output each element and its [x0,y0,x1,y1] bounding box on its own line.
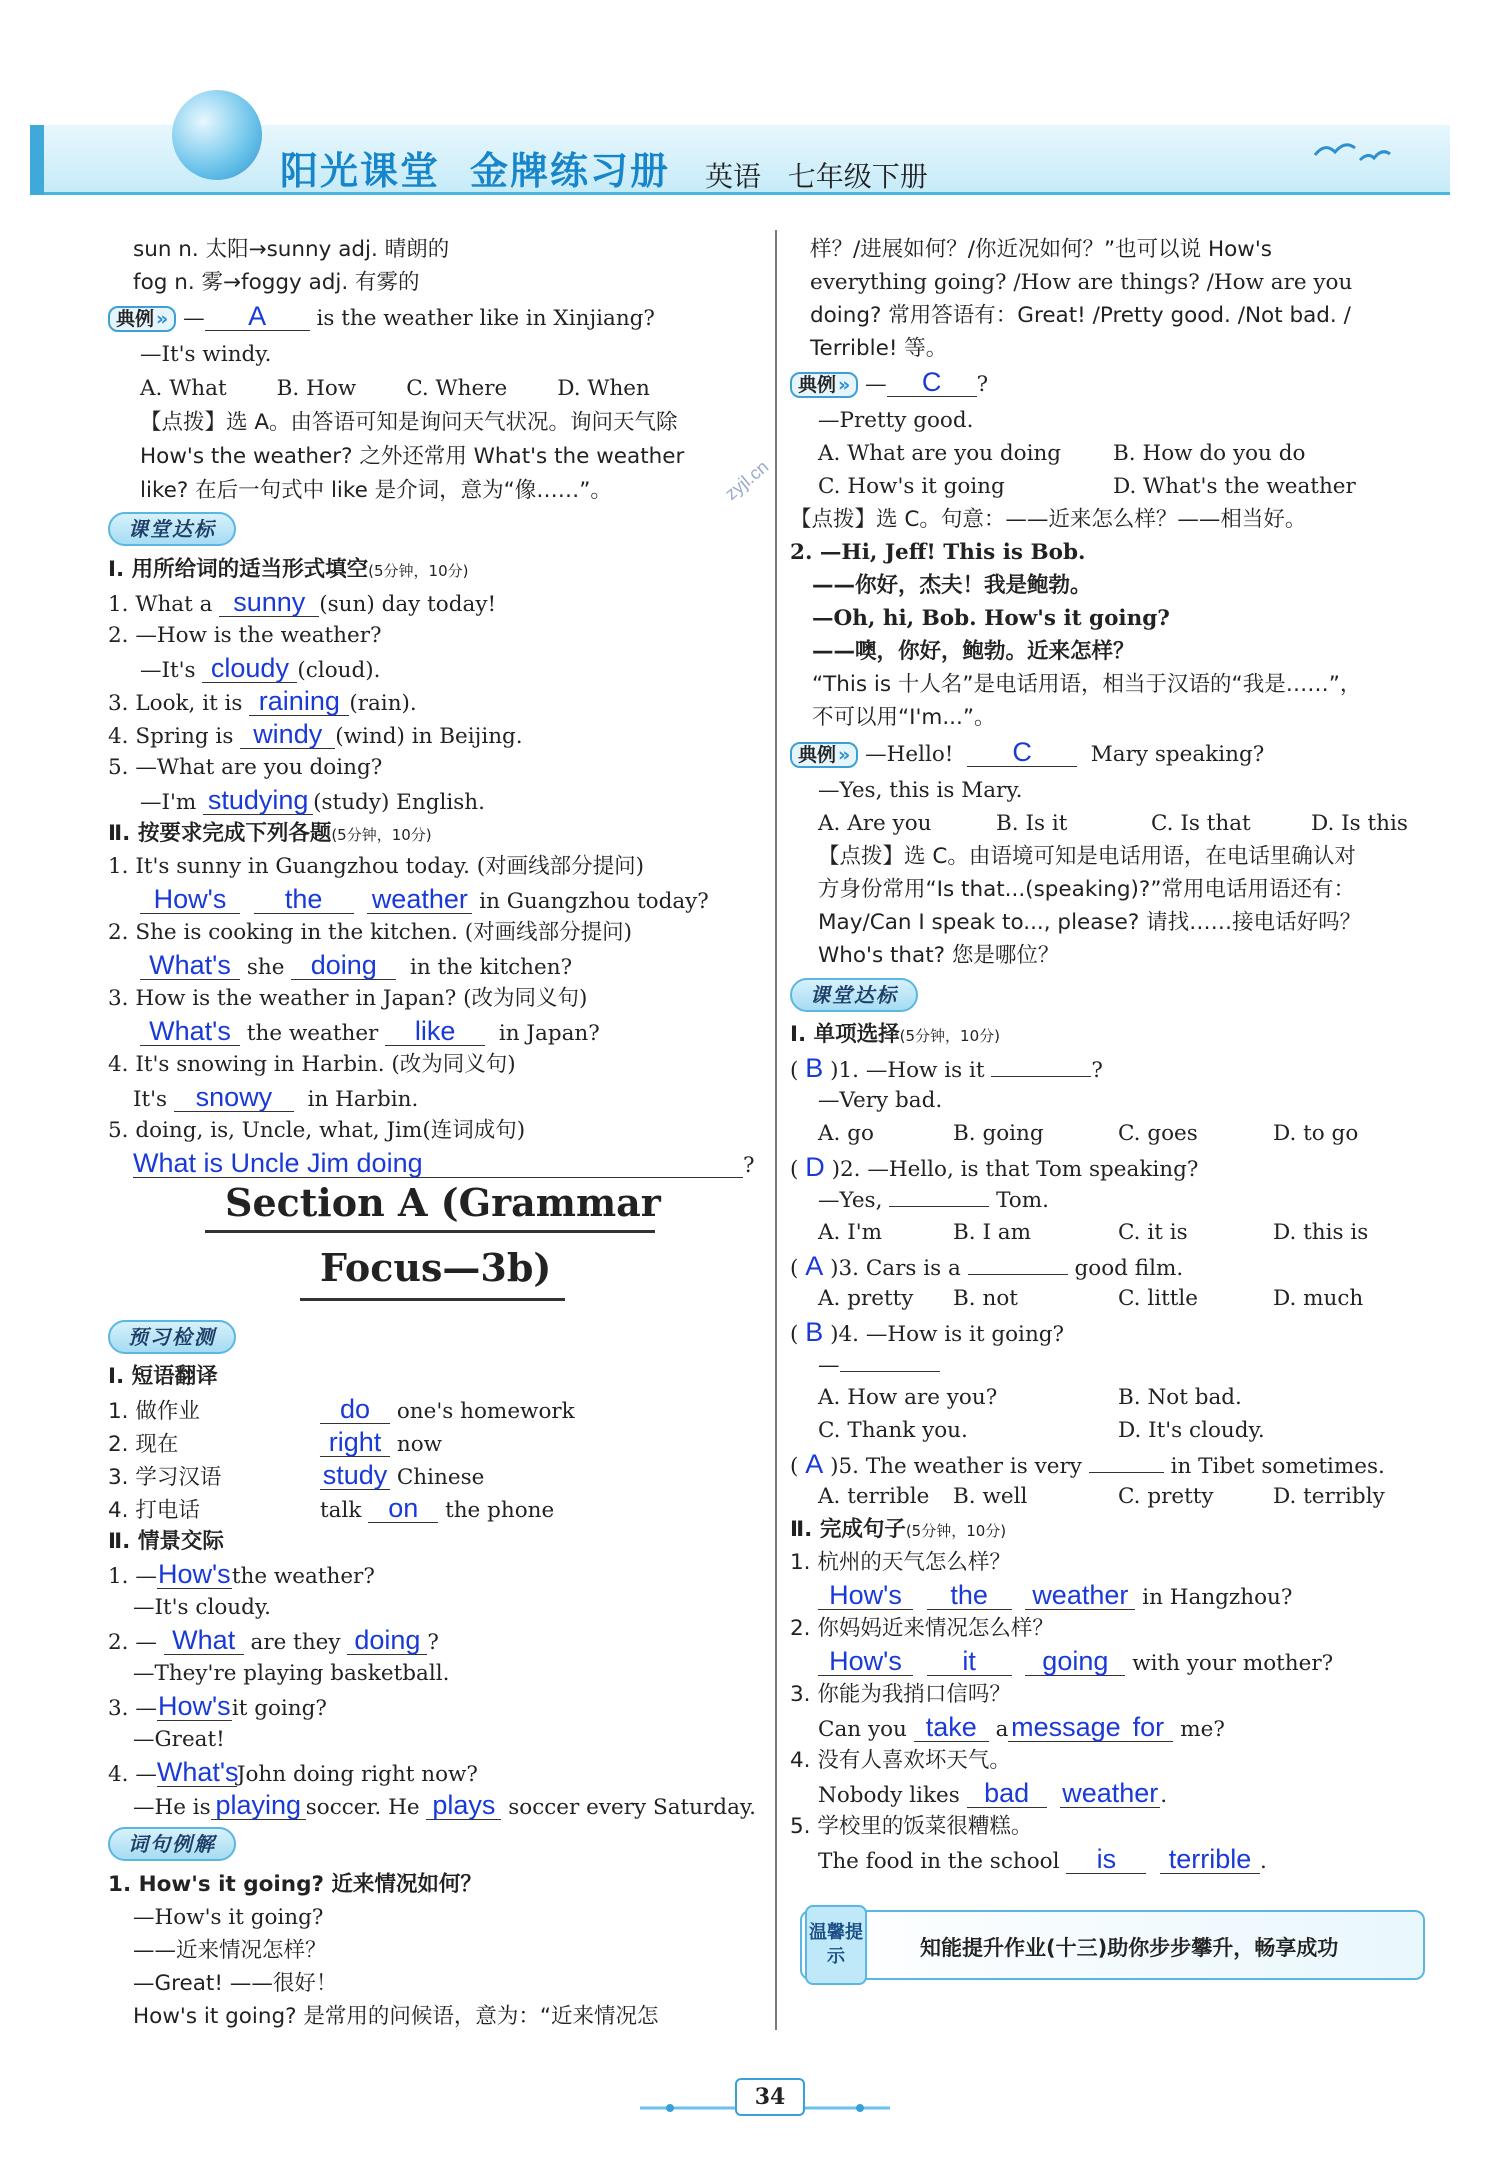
explanation-line: doing? 常用答语有：Great! /Pretty good. /Not bad. / [810,303,1351,328]
exercise-item: 4. Spring is windy (wind) in Beijing. [108,719,523,749]
options: A. What are you doing B. How do you do [818,441,1306,466]
exercise-item: 1. It's sunny in Guangzhou today. (对画线部分提问) [108,854,645,879]
exercise-heading: Ⅱ. 情景交际 [108,1529,224,1554]
mc-question: ( D )2. —Hello, is that Tom speaking? [790,1152,1199,1182]
page-number: 34 [735,2078,805,2116]
options: A. pretty B. not C. little D. much [818,1286,1364,1311]
brand-title-2: 金牌练习册 [470,149,671,193]
sentence-prompt: 5. 学校里的饭菜很糟糕。 [790,1814,1033,1839]
tip-note: How's the weather? 之外还常用 What's the weather [140,444,685,469]
explanation-line: ——你好，杰夫！我是鲍勃。 [812,573,1092,598]
sentence-answer: How's the weather in Hangzhou? [818,1581,1292,1613]
vocab-line: sun n. 太阳→sunny adj. 晴朗的 [133,237,450,262]
explanation-line: ——近来情况怎样？ [133,1938,327,1963]
options: A. I'm B. I am C. it is D. this is [818,1220,1369,1245]
section-pill: 课堂达标 [108,512,236,546]
mc-question: ( A )5. The weather is very in Tibet sometimes. [790,1449,1385,1479]
explanation-line: —Oh, hi, Bob. How's it going? [812,606,1170,631]
sentence-answer: Can you take a message for me? [818,1712,1225,1742]
sentence-prompt: 2. 你妈妈近来情况怎么样？ [790,1616,1054,1641]
tip-text: 知能提升作业(十三)助你步步攀升，畅享成功 [920,1936,1339,1960]
explanation-line: ——噢，你好，鲍勃。近来怎样？ [812,639,1135,664]
translation-item: 4. 打电话 talk on the phone [108,1493,555,1523]
exercise-item: 2. She is cooking in the kitchen. (对画线部分提问) [108,920,633,945]
explanation-line: How's it going? 是常用的问候语，意为：“近来情况怎 [133,2004,659,2029]
dialogue-item: 1. —How'sthe weather? [108,1559,375,1589]
example-3: 典例 » —Hello! C Mary speaking? [790,738,1264,770]
dialogue-item: 3. —How'sit going? [108,1691,327,1721]
options: A. terrible B. well C. pretty D. terribly [818,1484,1385,1509]
dialogue-reply: —He is playing soccer. He plays soccer every Saturday. [133,1790,757,1820]
birds-icon [1310,130,1400,170]
tip-note: 【点拨】选 C。由语境可知是电话用语，在电话里确认对 [818,844,1356,869]
sentence-answer: Nobody likes bad weather. [818,1778,1168,1808]
options: A. How are you? B. Not bad. [818,1385,1242,1410]
section-pill: 词句例解 [108,1827,236,1861]
tip-note: 方身份常用“Is that...(speaking)?”常用电话用语还有： [818,877,1355,902]
section-pill: 预习检测 [108,1320,236,1354]
exercise-heading: Ⅰ. 短语翻译 [108,1364,218,1389]
exercise-item: 4. It's snowing in Harbin. (改为同义句) [108,1052,516,1077]
tip-badge: 温馨提示 [805,1905,867,1985]
vocab-line: fog n. 雾→foggy adj. 有雾的 [133,270,420,295]
sentence-answer: The food in the school is terrible . [818,1844,1267,1874]
mc-question: ( A )3. Cars is a good film. [790,1251,1184,1281]
watermark: zyjl.cn [721,456,773,504]
tip-note: 【点拨】选 C。句意：——近来怎么样？——相当好。 [790,507,1307,532]
sentence-prompt: 1. 杭州的天气怎么样？ [790,1550,1011,1575]
answer-blank: A [205,302,310,331]
exercise-item: —I'm studying (study) English. [140,785,485,815]
explanation-line: Terrible! 等。 [810,336,948,361]
section-title: Section A (Grammar [225,1180,661,1225]
example-tag: 典例 » [108,306,176,332]
mc-question: ( B )4. —How is it going? [790,1317,1065,1347]
mc-reply: —Very bad. [818,1088,943,1113]
example-reply: —Pretty good. [818,408,974,433]
explanation-line: 2. —Hi, Jeff! This is Bob. [790,540,1086,565]
translation-item: 2. 现在 right now [108,1427,443,1457]
exercise-item: —It's cloudy (cloud). [140,653,381,683]
exercise-answer: What's she doing in the kitchen? [140,951,572,983]
page-header [0,0,1500,220]
options: C. How's it going D. What's the weather [818,474,1356,499]
sentence-prompt: 4. 没有人喜欢坏天气。 [790,1748,1011,1773]
example-2: 典例 » — C ? [790,368,988,400]
explanation-line: 不可以用“I'm...”。 [812,705,996,730]
example-1: 典例 » — A is the weather like in Xinjiang? [108,302,655,334]
exercise-answer: What is Uncle Jim doing ? [133,1148,755,1178]
exercise-answer: It's snowy in Harbin. [133,1082,419,1112]
explanation-line: 样？/进展如何？/你近况如何？”也可以说 How's [810,237,1272,262]
dialogue-reply: —It's cloudy. [133,1595,272,1620]
exercise-heading: Ⅰ. 单项选择(5分钟，10分) [790,1022,1000,1047]
brand-title-1: 阳光课堂 [280,149,441,193]
dialogue-reply: —They're playing basketball. [133,1661,450,1686]
exercise-item: 5. —What are you doing? [108,755,383,780]
explanation-line: —Great! ——很好！ [133,1971,338,1996]
example-reply: —It's windy. [140,342,272,367]
exercise-item: 1. What a sunny (sun) day today! [108,587,497,617]
subject-label: 英语 七年级下册 [705,160,928,193]
title-rule [205,1230,655,1233]
options: A. go B. going C. goes D. to go [818,1121,1359,1146]
exercise-answer: How's the weather in Guangzhou today? [140,885,709,917]
exercise-item: 2. —How is the weather? [108,623,382,648]
dialogue-item: 4. —What'sJohn doing right now? [108,1757,478,1787]
explanation-line: “This is 十人名”是电话用语，相当于汉语的“我是……”， [812,672,1362,697]
dialogue-reply: —Great! [133,1727,225,1752]
tip-note: 【点拨】选 A。由答语可知是询问天气状况。询问天气除 [140,410,678,435]
section-title: Focus—3b) [320,1245,552,1290]
translation-item: 1. 做作业 do one's homework [108,1394,575,1424]
tip-note: May/Can I speak to..., please? 请找……接电话好吗？ [818,910,1362,935]
explanation-line: —How's it going? [133,1905,324,1930]
sentence-answer: How's it going with your mother? [818,1647,1333,1679]
globe-icon [172,90,262,180]
exercise-heading: Ⅰ. 用所给词的适当形式填空(5分钟，10分) [108,557,469,582]
tip-note: Who's that? 您是哪位？ [818,943,1060,968]
sentence-prompt: 3. 你能为我捎口信吗？ [790,1682,1011,1707]
mc-reply: — [818,1350,940,1381]
options: A. Are you B. Is it C. Is that D. Is this [818,811,1408,836]
mc-question: ( B )1. —How is it ? [790,1053,1103,1083]
translation-item: 3. 学习汉语 study Chinese [108,1460,485,1490]
example-reply: —Yes, this is Mary. [818,778,1023,803]
exercise-answer: What's the weather like in Japan? [140,1017,600,1049]
explanation-line: 1. How's it going? 近来情况如何？ [108,1872,482,1897]
mc-reply: —Yes, Tom. [818,1185,1049,1216]
explanation-line: everything going? /How are things? /How are you [810,270,1353,295]
exercise-heading: Ⅱ. 完成句子(5分钟，10分) [790,1517,1007,1542]
tip-note: like? 在后一句式中 like 是介词，意为“像……”。 [140,478,612,503]
dialogue-item: 2. — What are they doing ? [108,1625,439,1655]
title-rule [300,1298,565,1301]
exercise-item: 3. How is the weather in Japan? (改为同义句) [108,986,588,1011]
exercise-heading: Ⅱ. 按要求完成下列各题(5分钟，10分) [108,821,432,846]
section-pill: 课堂达标 [790,978,918,1012]
options: C. Thank you. D. It's cloudy. [818,1418,1265,1443]
options: A. What B. How C. Where D. When [140,376,650,401]
column-divider [775,230,777,2030]
exercise-item: 3. Look, it is raining (rain). [108,686,417,716]
exercise-item: 5. doing, is, Uncle, what, Jim(连词成句) [108,1118,526,1143]
